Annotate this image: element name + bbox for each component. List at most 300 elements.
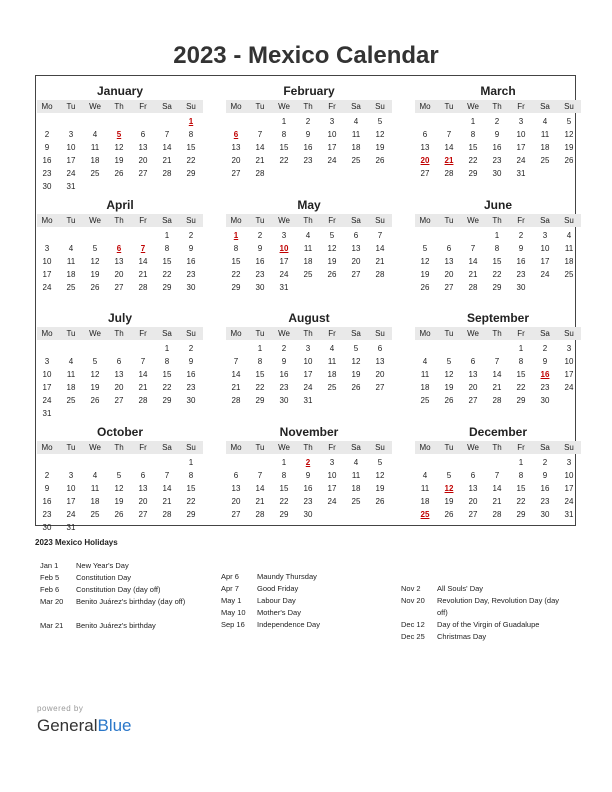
- day-cell: 8: [188, 471, 194, 480]
- day-cell: 11: [420, 370, 430, 379]
- day-cell: 28: [255, 510, 265, 519]
- day-cell: 6: [422, 130, 428, 139]
- day-cell: 21: [492, 383, 502, 392]
- weekday-label: Mo: [41, 216, 53, 225]
- day-cell: 29: [162, 396, 172, 405]
- weekday-label: Sa: [540, 102, 550, 111]
- day-cell: 1: [164, 344, 170, 353]
- day-cell: 8: [188, 130, 194, 139]
- holiday-date: Feb 6: [40, 585, 60, 594]
- day-cell: 4: [329, 344, 335, 353]
- day-cell: 28: [162, 169, 172, 178]
- day-cell: 1: [257, 344, 263, 353]
- weekday-label: Tu: [255, 102, 265, 111]
- day-cell: 25: [303, 270, 313, 279]
- day-cell: 19: [420, 270, 430, 279]
- day-cell: 4: [353, 458, 359, 467]
- day-cell: 1: [518, 458, 524, 467]
- day-cell: 19: [444, 497, 454, 506]
- holiday-date: Mar 20: [40, 597, 64, 606]
- day-cell: 30: [42, 182, 52, 191]
- day-cell: 17: [327, 143, 337, 152]
- weekday-label: Sa: [351, 329, 361, 338]
- weekday-label: We: [467, 443, 479, 452]
- weekday-label: Tu: [255, 216, 265, 225]
- weekday-label: Th: [114, 216, 124, 225]
- holiday-day-cell: 6: [233, 130, 239, 139]
- day-cell: 20: [114, 270, 124, 279]
- day-cell: 7: [233, 357, 239, 366]
- day-cell: 24: [303, 383, 313, 392]
- day-cell: 13: [468, 370, 478, 379]
- weekday-label: Mo: [41, 102, 53, 111]
- day-cell: 7: [494, 471, 500, 480]
- day-cell: 28: [468, 283, 478, 292]
- weekday-label: Fr: [139, 102, 147, 111]
- day-cell: 3: [329, 117, 335, 126]
- day-cell: 5: [422, 244, 428, 253]
- month-name: June: [483, 198, 512, 212]
- weekday-label: Mo: [419, 216, 431, 225]
- weekday-label: We: [278, 329, 290, 338]
- day-cell: 16: [42, 156, 52, 165]
- day-cell: 4: [542, 117, 548, 126]
- day-cell: 5: [377, 458, 383, 467]
- day-cell: 7: [140, 357, 146, 366]
- day-cell: 21: [162, 497, 172, 506]
- day-cell: 23: [186, 383, 196, 392]
- weekday-label: Su: [375, 443, 385, 452]
- day-cell: 4: [422, 357, 428, 366]
- day-cell: 11: [90, 484, 100, 493]
- day-cell: 2: [542, 344, 548, 353]
- holiday-date: Apr 6: [221, 572, 239, 581]
- day-cell: 27: [351, 270, 361, 279]
- day-cell: 3: [329, 458, 335, 467]
- day-cell: 8: [257, 357, 263, 366]
- day-cell: 23: [42, 510, 52, 519]
- day-cell: 6: [140, 471, 146, 480]
- day-cell: 27: [468, 396, 478, 405]
- day-cell: 8: [233, 244, 239, 253]
- weekday-label: Su: [375, 102, 385, 111]
- day-cell: 16: [516, 257, 526, 266]
- weekday-label: Sa: [540, 443, 550, 452]
- holiday-name: New Year's Day: [76, 561, 129, 570]
- day-cell: 22: [162, 270, 172, 279]
- day-cell: 15: [255, 370, 265, 379]
- day-cell: 29: [255, 396, 265, 405]
- weekday-label: Su: [186, 216, 196, 225]
- day-cell: 6: [116, 357, 122, 366]
- weekday-label: Su: [375, 216, 385, 225]
- weekday-label: Sa: [351, 443, 361, 452]
- weekday-label: Tu: [444, 329, 454, 338]
- day-cell: 26: [114, 510, 124, 519]
- day-cell: 26: [375, 156, 385, 165]
- day-cell: 6: [353, 231, 359, 240]
- weekday-label: Sa: [351, 216, 361, 225]
- day-cell: 28: [138, 283, 148, 292]
- day-cell: 26: [444, 396, 454, 405]
- day-cell: 18: [420, 497, 430, 506]
- weekday-label: Su: [375, 329, 385, 338]
- day-cell: 2: [518, 231, 524, 240]
- day-cell: 13: [468, 484, 478, 493]
- day-cell: 30: [303, 510, 313, 519]
- holiday-day-cell: 10: [279, 244, 289, 253]
- day-cell: 21: [162, 156, 172, 165]
- day-cell: 14: [138, 257, 148, 266]
- day-cell: 22: [516, 497, 526, 506]
- generalblue-logo[interactable]: [37, 716, 132, 736]
- day-cell: 7: [470, 244, 476, 253]
- day-cell: 25: [420, 396, 430, 405]
- weekday-label: Th: [492, 329, 502, 338]
- weekday-label: We: [278, 216, 290, 225]
- day-cell: 31: [66, 182, 76, 191]
- day-cell: 12: [564, 130, 574, 139]
- holiday-date: Jan 1: [40, 561, 59, 570]
- day-cell: 9: [494, 130, 500, 139]
- day-cell: 31: [303, 396, 313, 405]
- weekday-label: Mo: [230, 102, 242, 111]
- day-cell: 1: [164, 231, 170, 240]
- day-cell: 28: [162, 510, 172, 519]
- day-cell: 15: [186, 143, 196, 152]
- day-cell: 19: [114, 497, 124, 506]
- weekday-label: Th: [303, 443, 313, 452]
- day-cell: 11: [303, 244, 313, 253]
- powered-by-text: powered by: [37, 704, 84, 713]
- day-cell: 21: [138, 383, 148, 392]
- day-cell: 19: [90, 270, 100, 279]
- day-cell: 24: [327, 156, 337, 165]
- weekday-label: Th: [303, 102, 313, 111]
- weekday-header: [415, 100, 581, 113]
- day-cell: 27: [138, 169, 148, 178]
- day-cell: 12: [375, 130, 385, 139]
- day-cell: 28: [231, 396, 241, 405]
- day-cell: 1: [188, 458, 194, 467]
- day-cell: 10: [66, 484, 76, 493]
- day-cell: 9: [257, 244, 263, 253]
- weekday-label: Mo: [419, 329, 431, 338]
- day-cell: 5: [353, 344, 359, 353]
- holiday-date: Dec 25: [401, 632, 425, 641]
- weekday-label: Fr: [328, 102, 336, 111]
- day-cell: 23: [255, 270, 265, 279]
- day-cell: 9: [305, 130, 311, 139]
- weekday-label: We: [467, 216, 479, 225]
- day-cell: 22: [492, 270, 502, 279]
- day-cell: 27: [114, 396, 124, 405]
- day-cell: 18: [90, 156, 100, 165]
- day-cell: 5: [116, 471, 122, 480]
- day-cell: 9: [518, 244, 524, 253]
- day-cell: 19: [444, 383, 454, 392]
- day-cell: 1: [281, 458, 287, 467]
- month-name: October: [96, 425, 143, 439]
- month-name: August: [288, 311, 330, 325]
- day-cell: 3: [566, 344, 572, 353]
- day-cell: 18: [303, 257, 313, 266]
- day-cell: 17: [42, 383, 52, 392]
- day-cell: 3: [44, 244, 50, 253]
- day-cell: 27: [231, 169, 241, 178]
- weekday-label: Fr: [517, 102, 525, 111]
- day-cell: 26: [564, 156, 574, 165]
- brand-general-text: General: [37, 716, 98, 735]
- day-cell: 7: [377, 231, 383, 240]
- day-cell: 26: [444, 510, 454, 519]
- day-cell: 20: [138, 497, 148, 506]
- holiday-date: Nov 2: [401, 584, 421, 593]
- weekday-label: Th: [492, 216, 502, 225]
- day-cell: 18: [564, 257, 574, 266]
- weekday-label: Sa: [162, 329, 172, 338]
- day-cell: 2: [281, 344, 287, 353]
- day-cell: 30: [540, 510, 550, 519]
- weekday-label: Tu: [255, 443, 265, 452]
- day-cell: 31: [279, 283, 289, 292]
- day-cell: 2: [188, 231, 194, 240]
- day-cell: 11: [564, 244, 574, 253]
- day-cell: 15: [186, 484, 196, 493]
- weekday-label: Fr: [517, 329, 525, 338]
- month-name: March: [480, 84, 516, 98]
- day-cell: 16: [303, 143, 313, 152]
- month-name: April: [106, 198, 134, 212]
- day-cell: 8: [518, 471, 524, 480]
- day-cell: 26: [90, 283, 100, 292]
- day-cell: 20: [468, 497, 478, 506]
- weekday-label: We: [89, 443, 101, 452]
- day-cell: 10: [42, 370, 52, 379]
- day-cell: 18: [327, 370, 337, 379]
- day-cell: 18: [66, 383, 76, 392]
- day-cell: 4: [68, 357, 74, 366]
- holiday-date: May 10: [221, 608, 246, 617]
- weekday-label: Sa: [162, 443, 172, 452]
- day-cell: 12: [114, 143, 124, 152]
- weekday-header: [415, 441, 581, 454]
- day-cell: 29: [186, 169, 196, 178]
- day-cell: 28: [138, 396, 148, 405]
- day-cell: 23: [492, 156, 502, 165]
- day-cell: 27: [231, 510, 241, 519]
- day-cell: 11: [351, 130, 361, 139]
- weekday-label: Tu: [66, 329, 76, 338]
- day-cell: 15: [231, 257, 241, 266]
- day-cell: 28: [492, 396, 502, 405]
- day-cell: 14: [468, 257, 478, 266]
- weekday-label: Th: [492, 102, 502, 111]
- weekday-label: Th: [303, 216, 313, 225]
- weekday-label: Tu: [66, 216, 76, 225]
- day-cell: 7: [257, 471, 263, 480]
- holiday-day-cell: 2: [305, 458, 311, 467]
- day-cell: 19: [375, 484, 385, 493]
- day-cell: 12: [375, 471, 385, 480]
- day-cell: 15: [162, 257, 172, 266]
- holiday-date: May 1: [221, 596, 242, 605]
- day-cell: 10: [42, 257, 52, 266]
- day-cell: 17: [327, 484, 337, 493]
- day-cell: 25: [66, 283, 76, 292]
- day-cell: 26: [420, 283, 430, 292]
- month-name: January: [96, 84, 144, 98]
- weekday-label: Mo: [230, 216, 242, 225]
- weekday-label: Fr: [139, 216, 147, 225]
- holiday-name: Benito Juárez's birthday (day off): [76, 597, 186, 606]
- day-cell: 26: [114, 169, 124, 178]
- day-cell: 20: [351, 257, 361, 266]
- day-cell: 30: [255, 283, 265, 292]
- day-cell: 30: [516, 283, 526, 292]
- day-cell: 25: [66, 396, 76, 405]
- weekday-label: Sa: [162, 216, 172, 225]
- day-cell: 6: [233, 471, 239, 480]
- day-cell: 12: [444, 370, 454, 379]
- day-cell: 23: [303, 156, 313, 165]
- day-cell: 3: [68, 130, 74, 139]
- day-cell: 11: [66, 257, 76, 266]
- holiday-name: Mother's Day: [257, 608, 301, 617]
- day-cell: 17: [66, 156, 76, 165]
- weekday-label: Tu: [66, 102, 76, 111]
- day-cell: 5: [446, 357, 452, 366]
- day-cell: 7: [494, 357, 500, 366]
- holiday-date: Dec 12: [401, 620, 425, 629]
- day-cell: 6: [470, 357, 476, 366]
- day-cell: 29: [279, 510, 289, 519]
- day-cell: 15: [516, 370, 526, 379]
- weekday-label: We: [89, 102, 101, 111]
- day-cell: 21: [255, 497, 265, 506]
- day-cell: 14: [162, 143, 172, 152]
- weekday-label: We: [467, 102, 479, 111]
- day-cell: 25: [327, 383, 337, 392]
- day-cell: 21: [468, 270, 478, 279]
- day-cell: 7: [257, 130, 263, 139]
- day-cell: 3: [68, 471, 74, 480]
- day-cell: 12: [351, 357, 361, 366]
- page-title: 2023 - Mexico Calendar: [173, 42, 439, 69]
- day-cell: 29: [492, 283, 502, 292]
- day-cell: 14: [444, 143, 454, 152]
- weekday-label: Su: [564, 216, 574, 225]
- holiday-date: Nov 20: [401, 596, 425, 605]
- day-cell: 5: [377, 117, 383, 126]
- day-cell: 10: [303, 357, 313, 366]
- day-cell: 18: [66, 270, 76, 279]
- weekday-label: Fr: [139, 443, 147, 452]
- day-cell: 28: [492, 510, 502, 519]
- day-cell: 19: [375, 143, 385, 152]
- day-cell: 30: [42, 523, 52, 532]
- weekday-label: Tu: [255, 329, 265, 338]
- day-cell: 4: [68, 244, 74, 253]
- day-cell: 21: [138, 270, 148, 279]
- day-cell: 8: [470, 130, 476, 139]
- day-cell: 28: [444, 169, 454, 178]
- day-cell: 25: [564, 270, 574, 279]
- day-cell: 3: [542, 231, 548, 240]
- day-cell: 30: [186, 396, 196, 405]
- day-cell: 17: [516, 143, 526, 152]
- day-cell: 16: [303, 484, 313, 493]
- day-cell: 13: [444, 257, 454, 266]
- day-cell: 8: [164, 357, 170, 366]
- day-cell: 3: [566, 458, 572, 467]
- day-cell: 19: [114, 156, 124, 165]
- day-cell: 9: [188, 357, 194, 366]
- day-cell: 5: [329, 231, 335, 240]
- day-cell: 18: [90, 497, 100, 506]
- day-cell: 8: [164, 244, 170, 253]
- day-cell: 21: [231, 383, 241, 392]
- weekday-label: We: [278, 102, 290, 111]
- holiday-day-cell: 21: [444, 156, 454, 165]
- day-cell: 1: [470, 117, 476, 126]
- day-cell: 14: [255, 484, 265, 493]
- weekday-label: Su: [186, 102, 196, 111]
- month-name: May: [297, 198, 321, 212]
- weekday-label: Mo: [419, 102, 431, 111]
- day-cell: 10: [516, 130, 526, 139]
- day-cell: 4: [566, 231, 572, 240]
- day-cell: 28: [375, 270, 385, 279]
- day-cell: 16: [540, 484, 550, 493]
- day-cell: 14: [492, 484, 502, 493]
- day-cell: 15: [162, 370, 172, 379]
- day-cell: 27: [114, 283, 124, 292]
- day-cell: 9: [542, 471, 548, 480]
- day-cell: 22: [231, 270, 241, 279]
- day-cell: 8: [494, 244, 500, 253]
- day-cell: 14: [492, 370, 502, 379]
- day-cell: 5: [566, 117, 572, 126]
- day-cell: 8: [281, 471, 287, 480]
- day-cell: 1: [281, 117, 287, 126]
- weekday-label: Fr: [139, 329, 147, 338]
- weekday-label: Fr: [328, 329, 336, 338]
- day-cell: 2: [257, 231, 263, 240]
- day-cell: 15: [468, 143, 478, 152]
- holiday-name: Constitution Day: [76, 573, 132, 582]
- day-cell: 17: [279, 257, 289, 266]
- day-cell: 12: [327, 244, 337, 253]
- day-cell: 13: [231, 143, 241, 152]
- weekday-label: Su: [564, 443, 574, 452]
- weekday-label: Mo: [230, 329, 242, 338]
- day-cell: 9: [542, 357, 548, 366]
- day-cell: 14: [375, 244, 385, 253]
- day-cell: 16: [186, 370, 196, 379]
- day-cell: 25: [540, 156, 550, 165]
- day-cell: 3: [44, 357, 50, 366]
- weekday-label: Fr: [517, 216, 525, 225]
- day-cell: 17: [66, 497, 76, 506]
- day-cell: 9: [281, 357, 287, 366]
- weekday-label: Th: [492, 443, 502, 452]
- day-cell: 10: [327, 130, 337, 139]
- day-cell: 17: [564, 484, 574, 493]
- day-cell: 22: [468, 156, 478, 165]
- day-cell: 2: [188, 344, 194, 353]
- day-cell: 3: [305, 344, 311, 353]
